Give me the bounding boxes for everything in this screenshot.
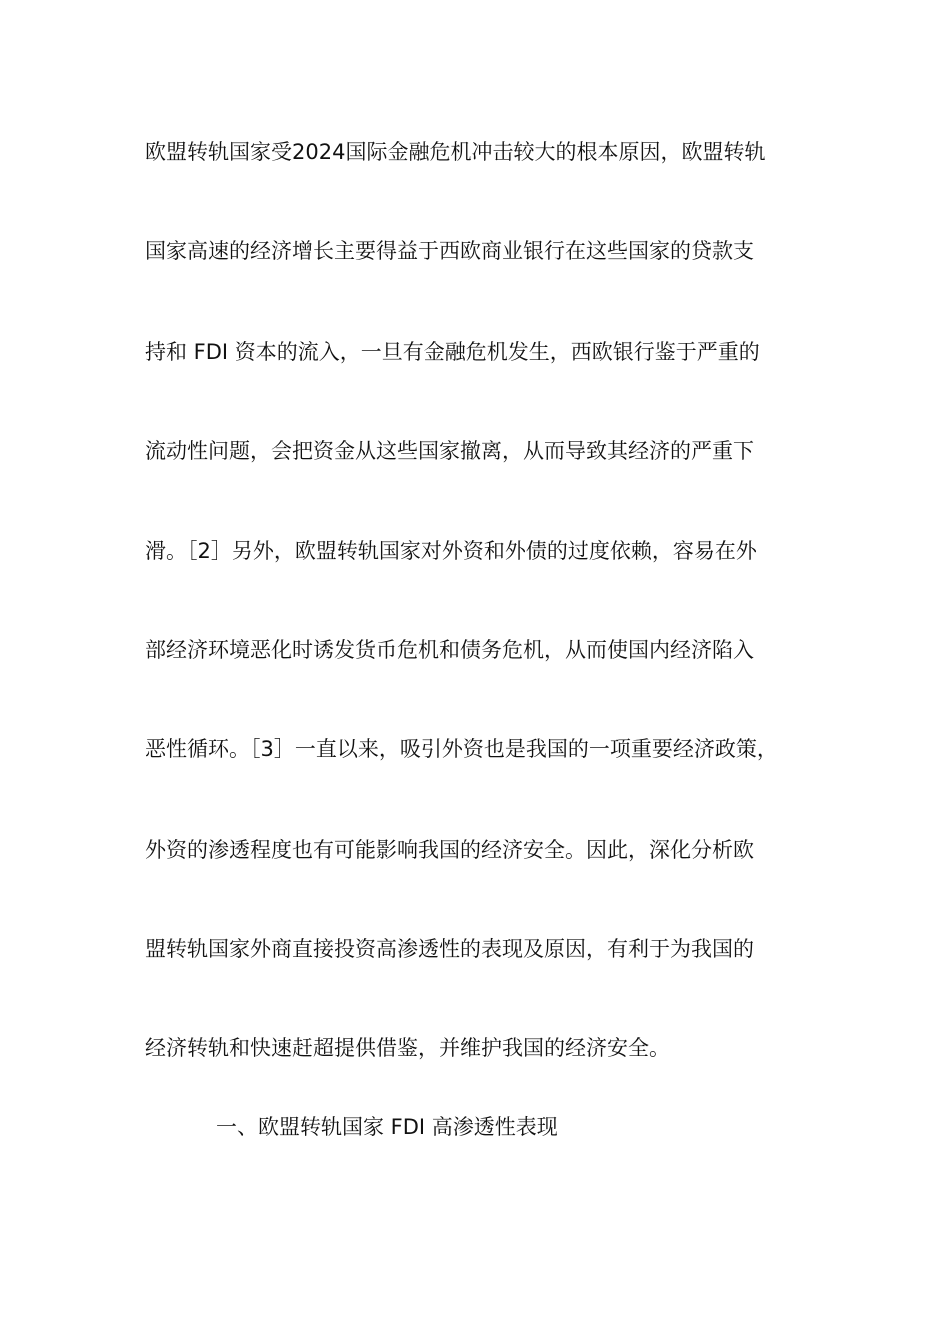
paragraph-line-6: 部经济环境恶化时诱发货币危机和债务危机，从而使国内经济陷入 — [145, 638, 754, 662]
paragraph-line-10: 经济转轨和快速赶超提供借鉴，并维护我国的经济安全。 — [145, 1036, 670, 1060]
paragraph-line-7: 恶性循环。［3］一直以来，吸引外资也是我国的一项重要经济政策， — [145, 737, 778, 761]
section-heading: 一、欧盟转轨国家 FDI 高渗透性表现 — [216, 1115, 558, 1139]
paragraph-line-1: 欧盟转轨国家受2024国际金融危机冲击较大的根本原因，欧盟转轨 — [145, 140, 766, 164]
paragraph-line-9: 盟转轨国家外商直接投资高渗透性的表现及原因，有利于为我国的 — [145, 937, 754, 961]
paragraph-line-2: 国家高速的经济增长主要得益于西欧商业银行在这些国家的贷款支 — [145, 239, 754, 263]
paragraph-line-8: 外资的渗透程度也有可能影响我国的经济安全。因此，深化分析欧 — [145, 838, 754, 862]
paragraph-line-4: 流动性问题，会把资金从这些国家撤离，从而导致其经济的严重下 — [145, 439, 754, 463]
paragraph-line-3: 持和 FDI 资本的流入，一旦有金融危机发生，西欧银行鉴于严重的 — [145, 340, 760, 364]
paragraph-line-5: 滑。［2］另外，欧盟转轨国家对外资和外债的过度依赖，容易在外 — [145, 539, 757, 563]
